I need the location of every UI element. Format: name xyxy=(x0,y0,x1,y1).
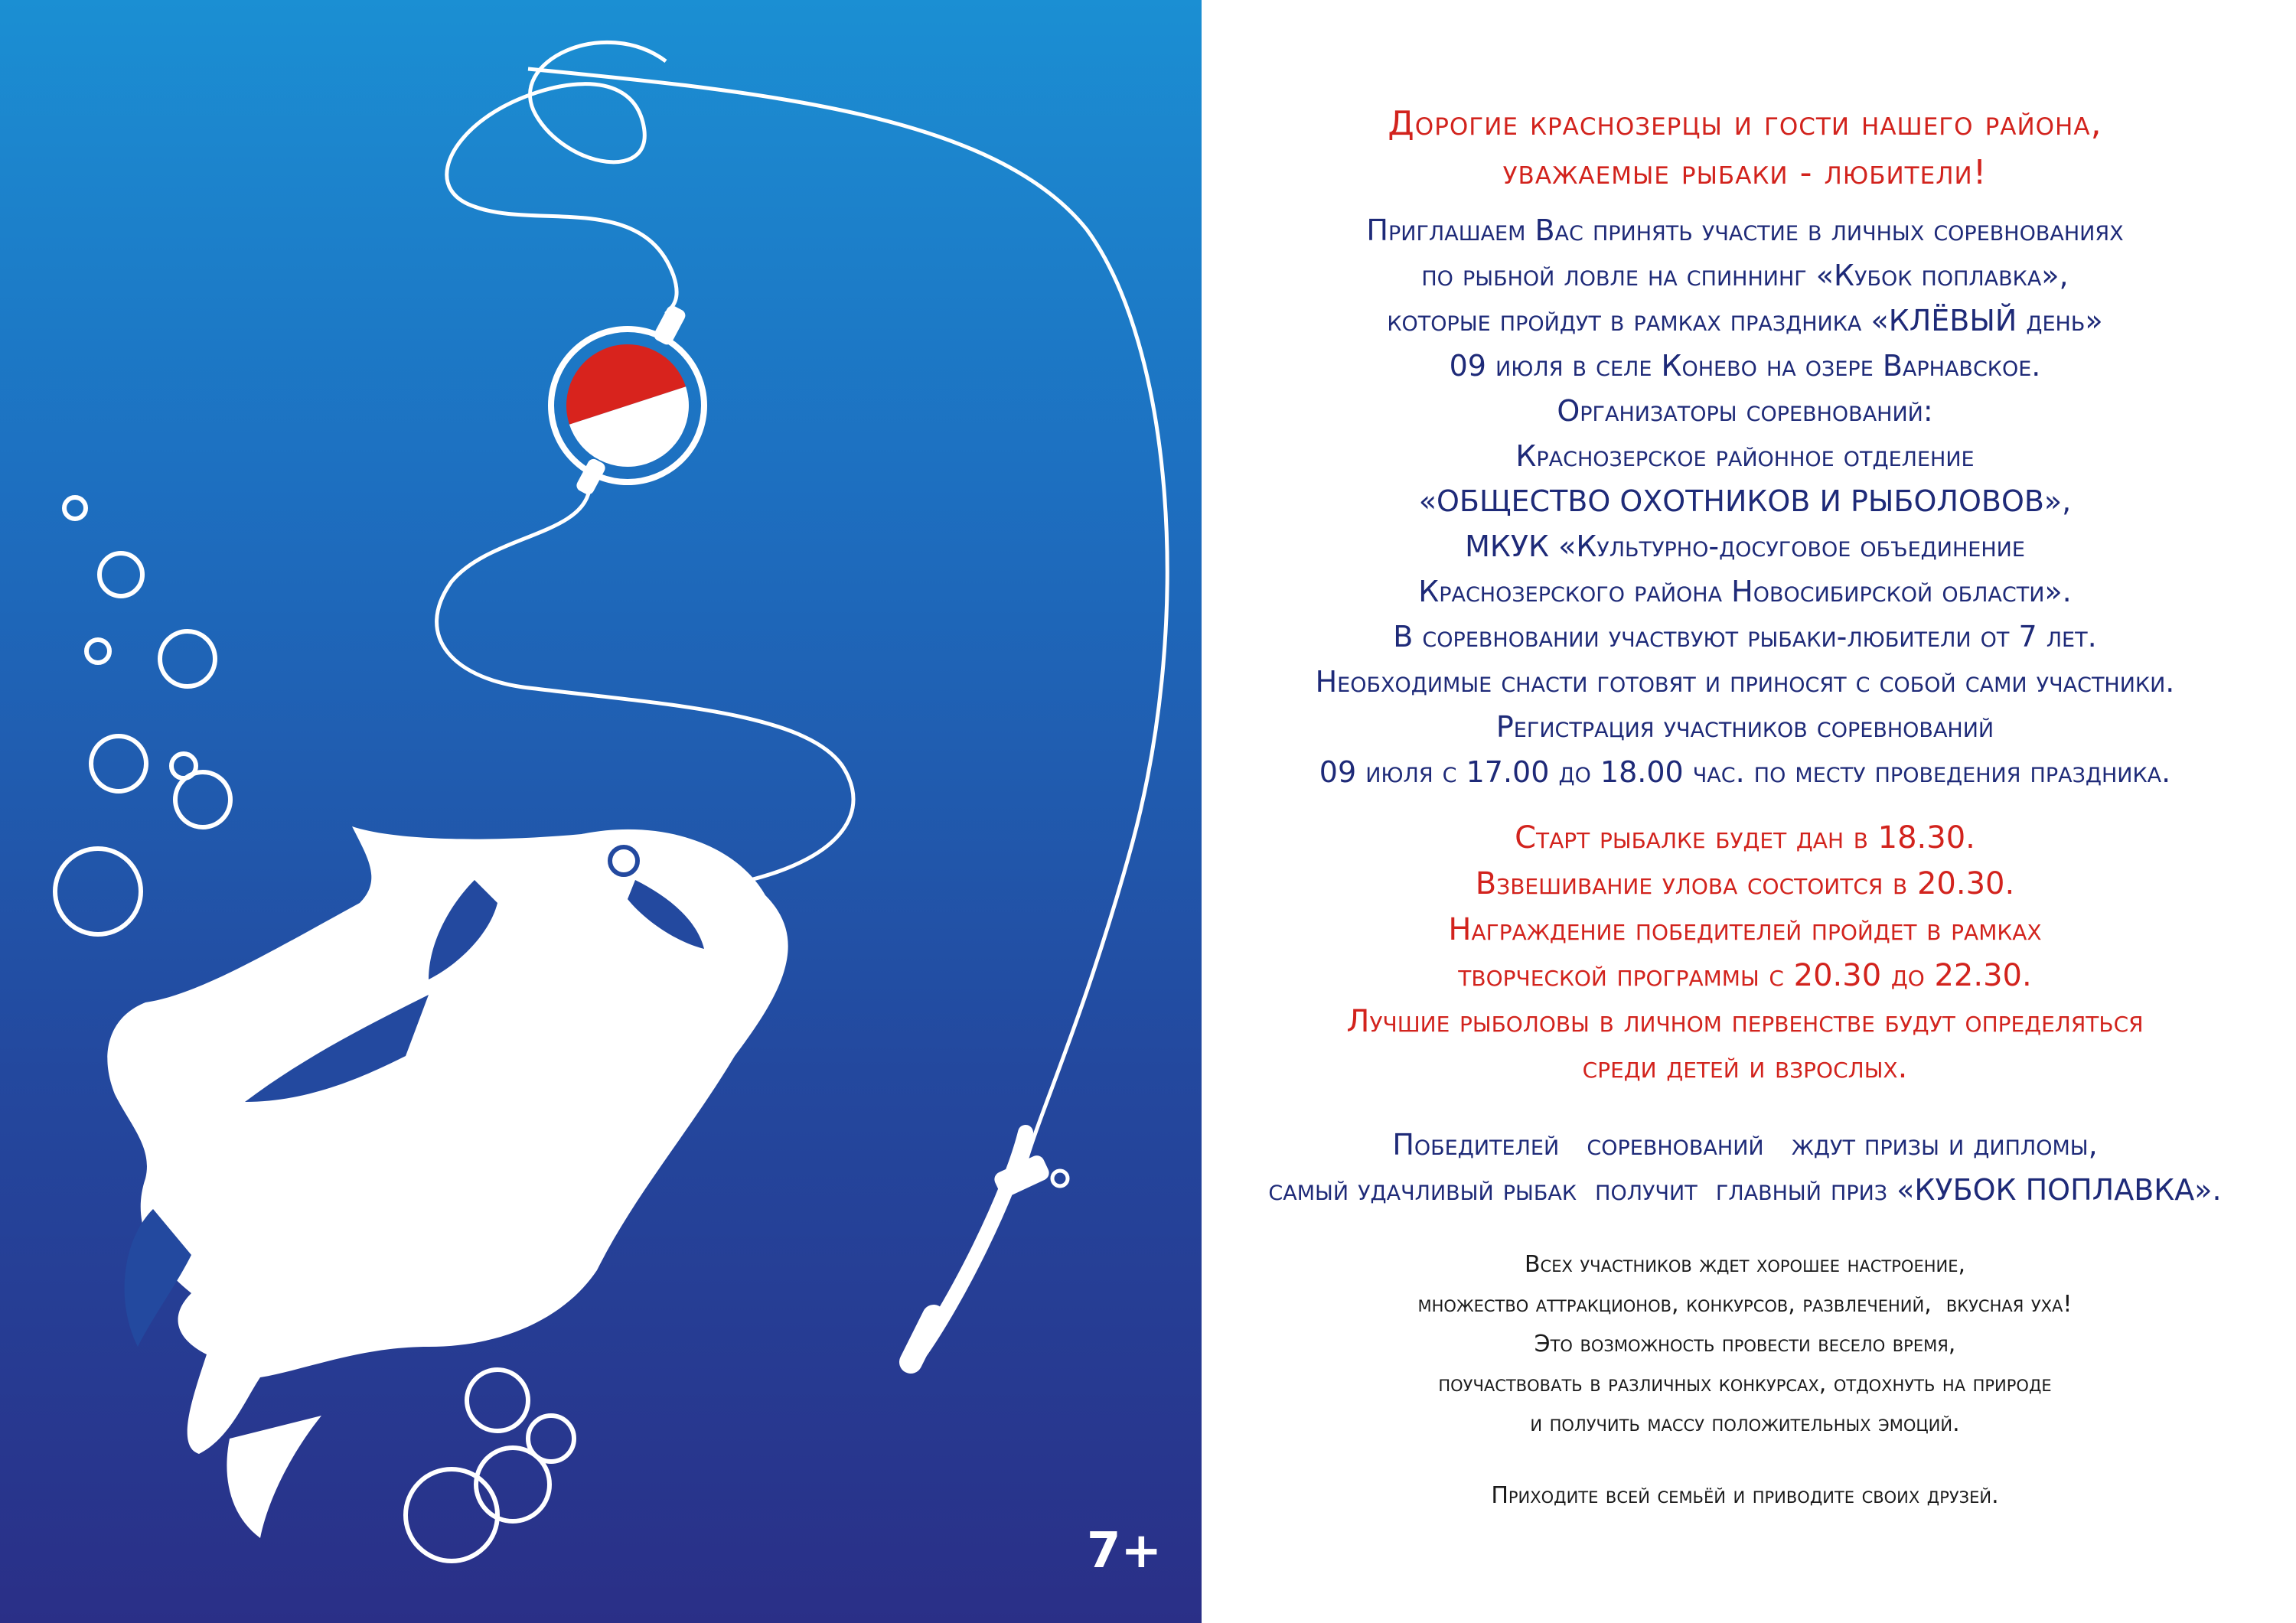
invitation-line: Краснозерское районное отделение xyxy=(1515,439,1975,473)
schedule-line: Лучшие рыболовы в личном первенстве будут определяться xyxy=(1346,1004,2144,1039)
schedule-block xyxy=(1209,815,2281,1090)
extras-line: множество аттракционов, конкурсов, развлечений, вкусная уха! xyxy=(1417,1291,2073,1318)
extras-line: поучаствовать в различных конкурсах, отдохнуть на природе xyxy=(1438,1370,2052,1397)
invitation-line: 09 июля в селе Конево на озере Варнавское. xyxy=(1449,349,2041,383)
fishing-float-icon xyxy=(550,304,705,497)
invitation-line: Регистрация участников соревнований xyxy=(1495,710,1994,744)
prizes-line: Победителей соревнований ждут призы и дипломы, xyxy=(1392,1128,2098,1162)
extras-line: и получить массу положительных эмоций. xyxy=(1530,1410,1960,1437)
fishing-line-lower xyxy=(437,490,853,880)
invitation-line: которые пройдут в рамках праздника «КЛЁВЫЙ день» xyxy=(1387,304,2103,337)
invitation-line: МКУК «Культурно-досуговое объединение xyxy=(1465,530,2025,563)
invitation-block xyxy=(1209,208,2281,795)
invitation-line: «ОБЩЕСТВО ОХОТНИКОВ И РЫБОЛОВОВ», xyxy=(1418,484,2072,518)
schedule-line: Взвешивание улова состоится в 20.30. xyxy=(1475,866,2015,901)
fishing-line xyxy=(447,42,677,314)
invitation-line: Приглашаем Вас принять участие в личных соревнованиях xyxy=(1366,213,2124,247)
age-rating-badge: 7+ xyxy=(1087,1523,1163,1579)
schedule-line: Старт рыбалке будет дан в 18.30. xyxy=(1515,820,1975,855)
fish-icon xyxy=(107,826,788,1538)
prizes-line: самый удачливый рыбак получит главный приз «КУБОК ПОПЛАВКА». xyxy=(1268,1173,2222,1207)
greeting-line: Дорогие краснозерцы и гости нашего района, xyxy=(1388,104,2102,143)
announcement-text xyxy=(1209,99,2281,1516)
invitation-line: по рыбной ловле на спиннинг «Кубок поплавка», xyxy=(1421,259,2069,292)
greeting-block xyxy=(1209,99,2281,197)
invitation-line: Краснозерского района Новосибирской области». xyxy=(1418,575,2072,608)
prizes-block xyxy=(1209,1123,2281,1213)
greeting-line: уважаемые рыбаки - любители! xyxy=(1502,153,1988,192)
invitation-line: В соревновании участвуют рыбаки-любители от 7 лет. xyxy=(1393,620,2097,653)
invitation-line: Организаторы соревнований: xyxy=(1557,394,1933,428)
schedule-line: Награждение победителей пройдет в рамках xyxy=(1448,912,2042,947)
schedule-line: творческой программы с 20.30 до 22.30. xyxy=(1458,958,2032,993)
extras-line: Всех участников ждет хорошее настроение, xyxy=(1524,1251,1966,1278)
invitation-line: 09 июля с 17.00 до 18.00 час. по месту проведения праздника. xyxy=(1319,755,2171,789)
extras-block xyxy=(1209,1245,2281,1444)
extras-line: Это возможность провести весело время, xyxy=(1534,1331,1956,1357)
schedule-line: среди детей и взрослых. xyxy=(1582,1050,1908,1085)
closing-line: Приходите всей семьёй и приводите своих друзей. xyxy=(1491,1482,1999,1509)
invitation-line: Необходимые снасти готовят и приносят с собой сами участники. xyxy=(1315,665,2175,699)
